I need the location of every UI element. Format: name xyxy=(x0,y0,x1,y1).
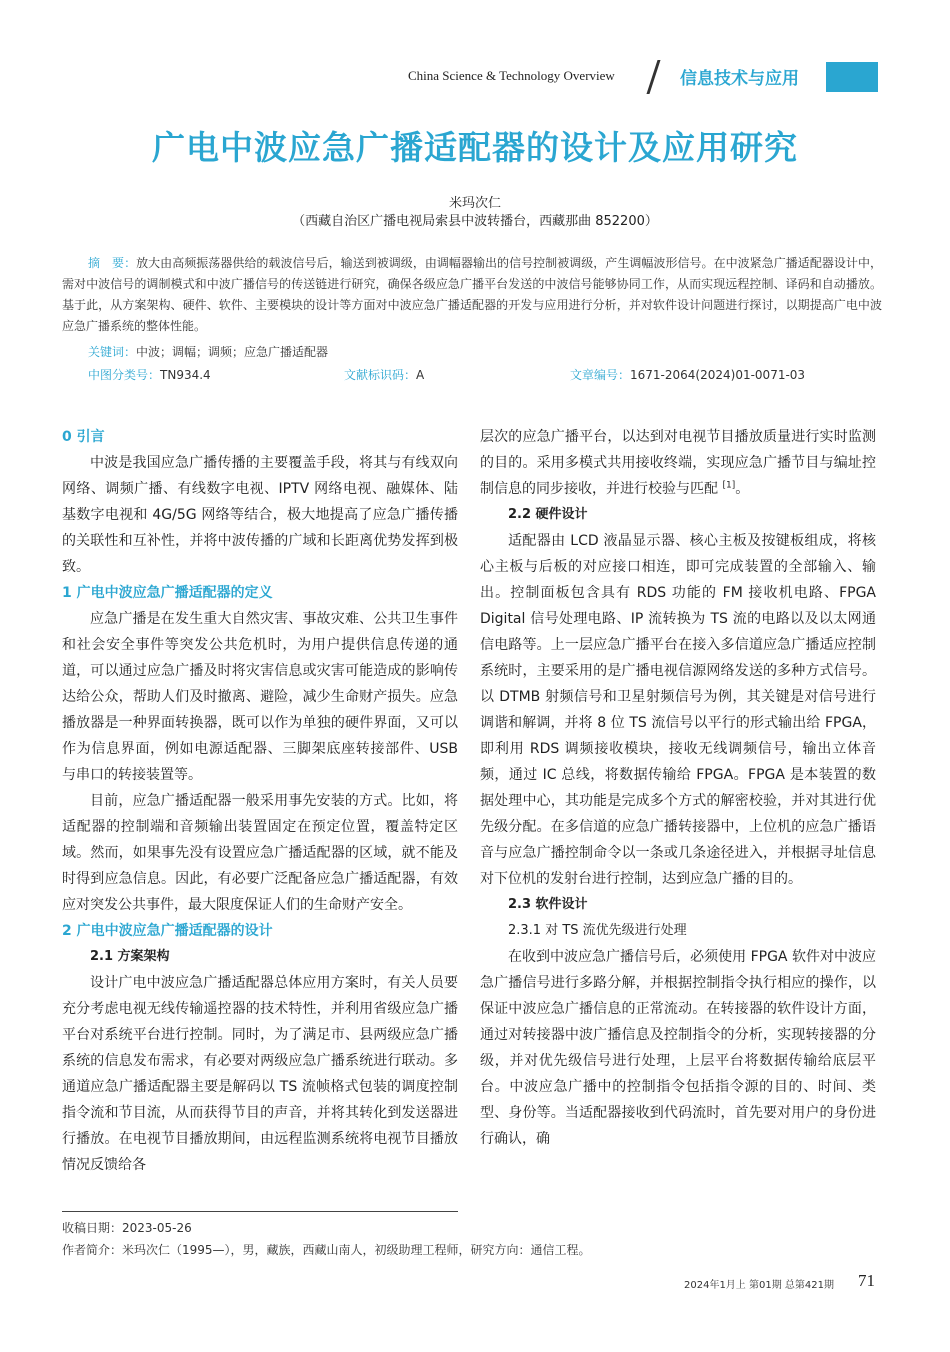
paragraph: 设计广电中波应急广播适配器总体应用方案时，有关人员要充分考虑电视无线传输遥控器的技术特性，并利用省级应急广播平台对系统平台进行控制。同时，为了满足市、县两级应急广播系统的信息发布需求，有必要对两级应急广播系统进行联动。多通道应急广播适配器主要是解码以 TS 流帧格式包装的调度控制指令流和节目流，从而获得节目的声音，并将其转化到发送器进行播放。在电视节目播放期间，由远程监测系统将电视节目播放情况反馈给各 xyxy=(62,975,458,1173)
clc-number xyxy=(88,366,211,383)
author-name: 米玛次仁 xyxy=(448,196,501,211)
article-number xyxy=(570,366,805,383)
doc-code-label: 文献标识码： xyxy=(344,368,417,382)
paragraph: 在收到中波应急广播信号后，必须使用 FPGA 软件对中波应急广播信号进行多路分解，并根据控制指令执行相应的操作，以保证中波应急广播信息的正常流动。在转接器的软件设计方面，通过对转接器中波广播信息及控制指令的分析，实现转接器的分级，并对优先级信号进行处理，上层平台将数据传输给底层平台。中波应急广播中的控制指令包括指令源的目的、时间、类型、身份等。当适配器接收到代码流时，首先要对用户的身份进行确认，确 xyxy=(480,949,876,1147)
article-no-label: 文章编号： xyxy=(570,368,631,382)
paragraph-end: 。 xyxy=(735,481,750,497)
keywords-label: 关键词： xyxy=(88,345,137,359)
clc-value: TN934.4 xyxy=(160,368,211,382)
document-code xyxy=(344,366,424,383)
journal-english-name: China Science & Technology Overview xyxy=(408,68,615,83)
abstract-text: 放大由高频振荡器供给的载波信号后，输送到被调级，由调幅器输出的信号控制被调级，产生调幅波形信号。在中波紧急广播适配器设计中，需对中波信号的调制模式和中波广播信号的传送链进行研究，确保各级应急广播平台发送的中波信号能够协同工作，从而实现远程控制、译码和自动播放。基于此，从方案架构、硬件、软件、主要模块的设计等方面对中波应急广播适配器的开发与应用进行分析，并对软件设计问题进行探讨，以期提高广电中波应急广播系统的整体性能。 xyxy=(62,256,882,333)
abstract xyxy=(62,253,882,337)
page-number: 71 xyxy=(858,1271,875,1290)
article-no-value: 1671-2064(2024)01-0071-03 xyxy=(630,368,806,382)
paragraph xyxy=(480,424,876,502)
keywords xyxy=(88,343,328,360)
footnote-divider xyxy=(62,1211,458,1212)
paragraph: 中波是我国应急广播传播的主要覆盖手段，将其与有线双向网络、调频广播、有线数字电视、IPTV 网络电视、融媒体、陆基数字电视和 4G/5G 网络等结合，极大地提高了应急广播传播的关联性和互补性，并将中波传播的广域和长距离优势发挥到极致。 xyxy=(62,455,458,575)
issue-info: 2024年1月上 第01期 总第421期 xyxy=(684,1280,834,1291)
header-slash-divider xyxy=(646,60,660,94)
citation-ref: [1] xyxy=(722,480,736,491)
paragraph-text: 层次的应急广播平台，以达到对电视节目播放质量进行实时监测的目的。采用多模式共用接收终端，实现应急广播节目与编址控制信息的同步接收，并进行校验与匹配 xyxy=(480,429,876,497)
left-column xyxy=(62,424,458,1178)
received-date: 收稿日期：2023-05-26 xyxy=(62,1221,192,1235)
doc-code-value: A xyxy=(416,368,425,382)
heading-section-2-2: 2.2 硬件设计 xyxy=(508,507,588,522)
paragraph: 应急广播是在发生重大自然灾害、事故灾难、公共卫生事件和社会安全事件等突发公共危机时，为用户提供信息传递的通道，可以通过应急广播及时将灾害信息或灾害可能造成的影响传达给公众，帮助人们及时撤离、避险，减少生命财产损失。应急播放器是一种界面转换器，既可以作为单独的硬件界面，又可以作为信息界面，例如电源适配器、三脚架底座转接部件、USB 与串口的转接装置等。 xyxy=(62,611,458,783)
clc-label: 中图分类号： xyxy=(88,368,161,382)
heading-section-2-3: 2.3 软件设计 xyxy=(508,897,588,912)
section-color-block xyxy=(826,62,878,92)
author-affiliation: （西藏自治区广播电视局索县中波转播台，西藏那曲 852200） xyxy=(292,214,658,229)
paragraph: 目前，应急广播适配器一般采用事先安装的方式。比如，将适配器的控制端和音频输出装置固定在预定位置，覆盖特定区域。然而，如果事先没有设置应急广播适配器的区域，就不能及时得到应急信息。因此，有必要广泛配备应急广播适配器，有效应对突发公共事件，最大限度保证人们的生命财产安全。 xyxy=(62,793,458,913)
right-column xyxy=(480,424,876,1152)
heading-section-1: 1 广电中波应急广播适配器的定义 xyxy=(62,585,273,601)
keywords-text: 中波；调幅；调频；应急广播适配器 xyxy=(136,345,329,359)
section-label: 信息技术与应用 xyxy=(680,69,799,89)
abstract-label: 摘 要： xyxy=(88,256,137,270)
heading-intro: 0 引言 xyxy=(62,429,105,445)
paragraph: 适配器由 LCD 液晶显示器、核心主板及按键板组成，将核心主板与后板的对应接口相连，即可完成装置的全部输入、输出。控制面板包含具有 RDS 功能的 FM 接收机电路、FPGA Digital 信号处理电路、IP 流转换为 TS 流的电路以及以太网通信电路等。上一层应急广播平台在接入多信道应急广播适应控制系统时，主要采用的是广播电视信源网络发送的多种方式信号。以 DTMB 射频信号和卫星射频信号为例，其关键是对信号进行调谐和解调，并将 8 位 TS 流信号以平行的形式输出给 FPGA，即利用 RDS 调频接收模块，接收无线调频信号，输出立体音频，通过 IC 总线，将数据传输给 FPGA。FPGA 是本装置的数据处理中心，其功能是完成多个方式的解密校验，并对其进行优先级分配。在多信道的应急广播转接器中，上位机的应急广播语音与应急广播控制命令以一条或几条途径进入，并根据寻址信息对下位机的发射台进行控制，达到应急广播的目的。 xyxy=(480,533,876,887)
heading-section-2-3-1: 2.3.1 对 TS 流优先级进行处理 xyxy=(508,923,687,938)
author-bio: 作者简介：米玛次仁（1995—），男，藏族，西藏山南人，初级助理工程师，研究方向：通信工程。 xyxy=(62,1243,591,1257)
heading-section-2-1: 2.1 方案架构 xyxy=(90,949,170,964)
article-title: 广电中波应急广播适配器的设计及应用研究 xyxy=(152,128,798,167)
heading-section-2: 2 广电中波应急广播适配器的设计 xyxy=(62,923,273,939)
